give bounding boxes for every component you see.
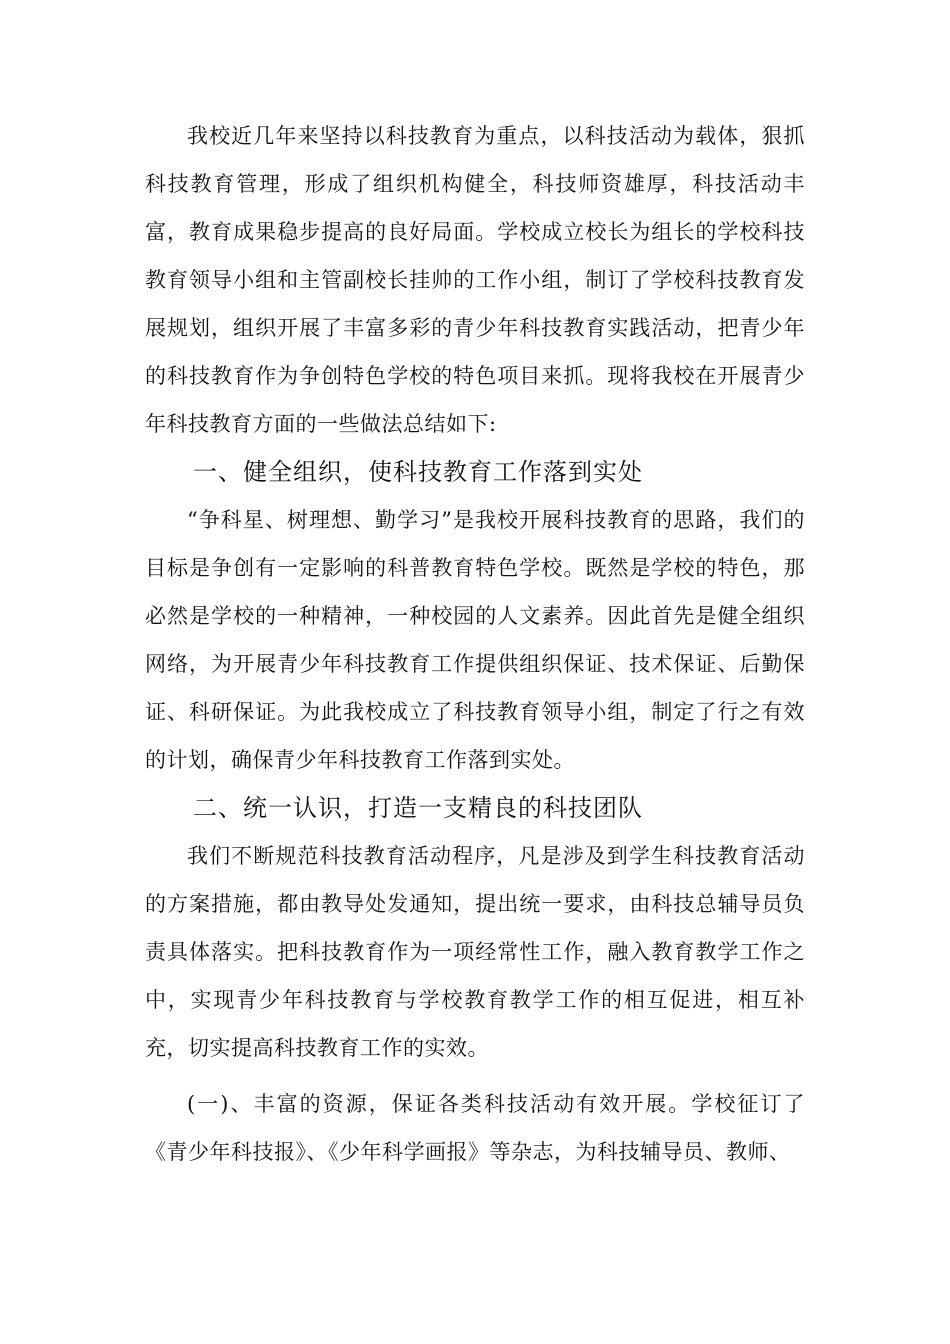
section-heading-1: 一、健全组织，使科技教育工作落到实处: [193, 458, 643, 486]
section-1-paragraph: “争科星、树理想、勤学习”是我校开展科技教育的思路，我们的目标是争创有一定影响的科普教育特色学校。既然是学校的特色，那必然是学校的一种精神，一种校园的人文素养。因此首先是健全组织网络，为开展青少年科技教育工作提供组织保证、技术保证、后勤保证、科研保证。为此我校成立了科技教育领导小组，制定了行之有效的计划，确保青少年科技教育工作落到实处。: [145, 508, 805, 772]
section-heading-2: 二、统一认识，打造一支精良的科技团队: [193, 794, 643, 822]
document-body: [145, 112, 805, 1176]
paragraph-spacer: [145, 1072, 805, 1080]
intro-paragraph: 我校近几年来坚持以科技教育为重点，以科技活动为载体，狠抓科技教育管理，形成了组织机构健全，科技师资雄厚，科技活动丰富，教育成果稳步提高的良好局面。学校成立校长为组长的学校科技教育领导小组和主管副校长挂帅的工作小组，制订了学校科技教育发展规划，组织开展了丰富多彩的青少年科技教育实践活动，把青少年的科技教育作为争创特色学校的特色项目来抓。现将我校在开展青少年科技教育方面的一些做法总结如下:: [145, 124, 805, 436]
section-2-paragraph: 我们不断规范科技教育活动程序，凡是涉及到学生科技教育活动的方案措施，都由教导处发通知，提出统一要求，由科技总辅导员负责具体落实。把科技教育作为一项经常性工作，融入教育教学工作之中，实现青少年科技教育与学校教育教学工作的相互促进，相互补充，切实提高科技教育工作的实效。: [145, 844, 805, 1060]
subsection-1-paragraph: (一)、丰富的资源，保证各类科技活动有效开展。学校征订了《青少年科技报》、《少年科学画报》等杂志，为科技辅导员、教师、: [145, 1092, 805, 1164]
